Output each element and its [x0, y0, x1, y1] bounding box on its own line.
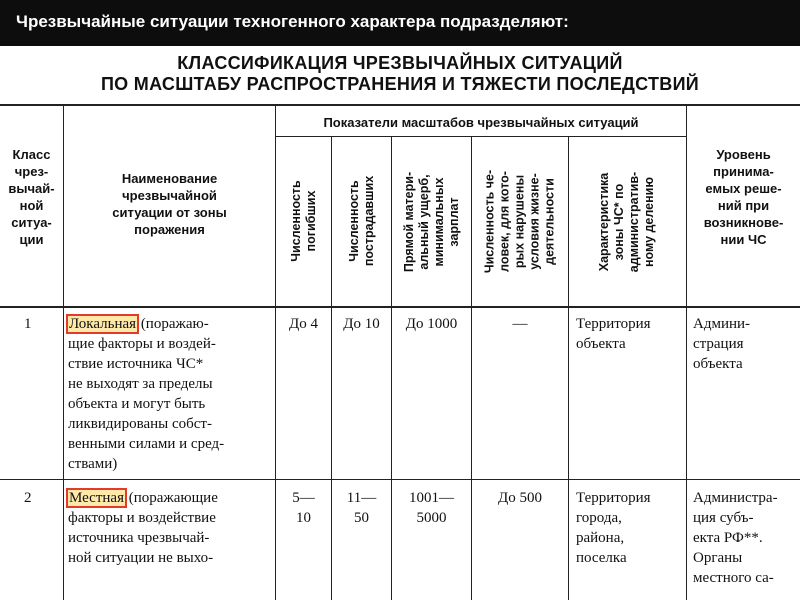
row2-injured: 11— 50: [346, 490, 377, 526]
row1-type-highlight: Локальная: [69, 316, 137, 332]
row2-decision: Администра- ция субъ- екта РФ**. Органы местного са-: [693, 490, 778, 586]
header-col-dead: Численность погибших: [289, 180, 318, 262]
row1-injured: До 10: [343, 316, 380, 332]
row1-name: Локальная (поражаю- щие факторы и воздей- ствие источника ЧС* не выходят за пределы объекта и могут быть ликвидированы собст- венными силами и сред- ствами): [68, 316, 225, 472]
table-title-line-1: КЛАССИФИКАЦИЯ ЧРЕЗВЫЧАЙНЫХ СИТУАЦИЙ: [177, 53, 623, 73]
header-name: Наименование чрезвычайной ситуации от зоны поражения: [112, 171, 227, 237]
title-banner: [0, 0, 800, 46]
row1-damage: До 1000: [405, 316, 458, 332]
row1-class: 1: [24, 316, 32, 332]
row2-type-highlight: Местная: [69, 490, 124, 506]
header-col-zone: Характеристика зоны ЧС* по административ- ному делению: [597, 171, 656, 273]
grid-header-bottom: [0, 306, 800, 308]
header-col-injured: Численность пострадавших: [347, 175, 376, 267]
row1-zone: Территория объекта: [576, 316, 651, 352]
row2-class: 2: [24, 490, 32, 506]
grid-indicators-line: [276, 136, 686, 137]
row2-zone: Территория города, района, поселка: [576, 490, 651, 566]
header-col-damage: Прямой матери- альный ущерб, минимальных зарплат: [402, 171, 461, 273]
table-title-line-2: ПО МАСШТАБУ РАСПРОСТРАНЕНИЯ И ТЯЖЕСТИ ПОСЛЕДСТВИЙ: [100, 74, 700, 94]
header-decision: Уровень принима- емых реше- ний при возникнове- нии ЧС: [703, 147, 784, 247]
row2-name: Местная (поражающие факторы и воздействие источника чрезвычай- ной ситуации не выхо-: [68, 490, 218, 566]
grid-row1-bottom: [0, 479, 800, 480]
grid-top: [0, 104, 800, 106]
row1-decision: Админи- страция объекта: [693, 316, 751, 372]
row2-disrupted: До 500: [498, 490, 542, 506]
header-col-disrupted: Численность че- ловек, для кото- рых нарушены условия жизне- деятельности: [482, 169, 557, 274]
banner-title: Чрезвычайные ситуации техногенного характера подразделяют:: [16, 12, 569, 31]
row1-disrupted: —: [512, 316, 528, 332]
header-class: Класс чрез- вычай- ной ситуа- ции: [8, 147, 55, 247]
header-indicators: Показатели масштабов чрезвычайных ситуаций: [323, 115, 639, 130]
row2-damage: 1001— 5000: [409, 490, 454, 526]
row2-dead: 5— 10: [292, 490, 315, 526]
row1-dead: До 4: [289, 316, 318, 332]
